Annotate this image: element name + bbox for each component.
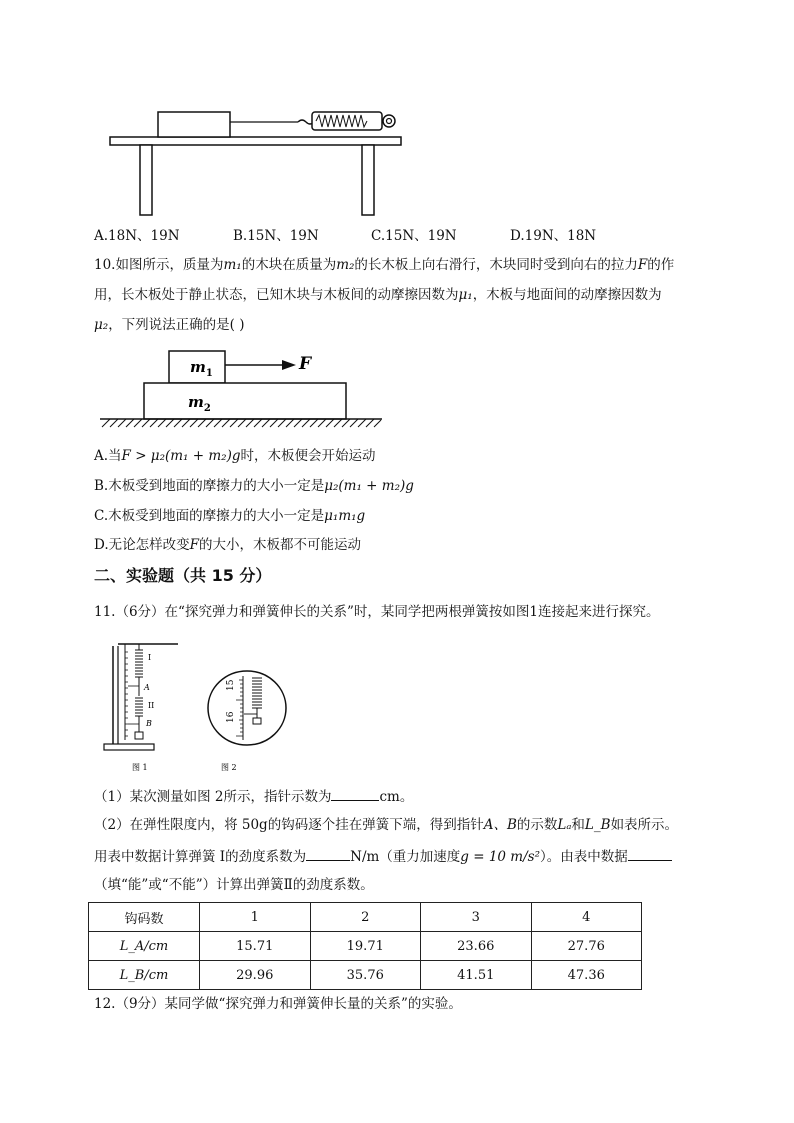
q9-option-a[interactable]: A.18N、19N — [94, 228, 180, 244]
q10-label-m1: $m_1$ — [190, 358, 213, 379]
table-row-label: L_A/cm — [89, 932, 200, 961]
q12-stem: 12.（9分）某同学做“探究弹力和弹簧伸长量的关系”的实验。 — [94, 996, 462, 1012]
q11-data-table — [88, 902, 642, 990]
fig1-label-II: II — [148, 701, 155, 710]
q9-option-d[interactable]: D.19N、18N — [510, 228, 597, 244]
table-header-cell: 钩码数 — [89, 903, 200, 932]
q10-block-plank-figure — [100, 345, 385, 435]
table-header-cell: 2 — [310, 903, 421, 932]
q10-option-d[interactable]: D.无论怎样改变F的大小，木板都不可能运动 — [94, 537, 362, 553]
fig1-label-B: B — [146, 719, 152, 728]
q10-stem-line2: 用，长木板处于静止状态，已知木块与木板间的动摩擦因数为μ₁，木板与地面间的动摩擦因数为 — [94, 287, 662, 303]
table-cell: 41.51 — [421, 961, 532, 990]
table-row — [89, 961, 642, 990]
table-cell: 15.71 — [200, 932, 311, 961]
table-cell: 47.36 — [531, 961, 642, 990]
q11-figure-1-spring-stand — [96, 628, 186, 776]
fig2-scale-16: 16 — [226, 711, 236, 723]
q10-label-force: F — [299, 354, 312, 374]
q11-part1-answer-blank[interactable] — [331, 786, 379, 801]
table-cell: 35.76 — [310, 961, 421, 990]
q11-part1: （1）某次测量如图 2所示，指针示数为 cm。 — [94, 786, 413, 807]
q11-can-calc-answer-blank[interactable] — [628, 846, 672, 861]
q9-option-c[interactable]: C.15N、19N — [371, 228, 457, 244]
q11-stem: 11.（6分）在“探究弹力和弹簧伸长的关系”时，某同学把两根弹簧按如图1连接起来进行探究。 — [94, 604, 660, 620]
q11-figure-2-magnified-scale — [205, 668, 295, 776]
q10-stem-line3: μ₂，下列说法正确的是( ) — [94, 317, 245, 333]
q10-stem-line1: 10.如图所示，质量为m₁的木块在质量为m₂的长木板上向右滑行，木块同时受到向右的拉力F的作 — [94, 257, 675, 273]
q10-label-m2: $m_2$ — [188, 393, 211, 414]
table-spring-balance-figure — [100, 100, 410, 218]
q11-part2-line2: 用表中数据计算弹簧 I的劲度系数为 N/m（重力加速度g = 10 m/s²）。由表中数据 — [94, 846, 672, 867]
table-header-row — [89, 903, 642, 932]
q11-part2-line3: （填“能”或“不能”）计算出弹簧Ⅱ的劲度系数。 — [94, 877, 374, 893]
section-2-heading: 二、实验题（共 15 分） — [94, 566, 272, 585]
q10-option-c[interactable]: C.木板受到地面的摩擦力的大小一定是μ₁m₁g — [94, 508, 366, 524]
table-cell: 29.96 — [200, 961, 311, 990]
q9-option-b[interactable]: B.15N、19N — [233, 228, 319, 244]
fig2-scale-15: 15 — [226, 679, 236, 691]
table-header-cell: 4 — [531, 903, 642, 932]
table-header-cell: 1 — [200, 903, 311, 932]
table-cell: 19.71 — [310, 932, 421, 961]
fig1-caption: 图 1 — [132, 763, 148, 772]
table-row — [89, 932, 642, 961]
fig1-label-I: I — [148, 653, 152, 662]
table-cell: 23.66 — [421, 932, 532, 961]
q11-stiffness-answer-blank[interactable] — [306, 846, 350, 861]
fig2-caption: 图 2 — [221, 763, 237, 772]
q10-option-b[interactable]: B.木板受到地面的摩擦力的大小一定是μ₂(m₁ + m₂)g — [94, 478, 414, 494]
table-cell: 27.76 — [531, 932, 642, 961]
table-row-label: L_B/cm — [89, 961, 200, 990]
fig1-label-A: A — [144, 683, 150, 692]
q10-option-a[interactable]: A.当F > μ₂(m₁ + m₂)g时，木板便会开始运动 — [94, 448, 376, 464]
q11-part2-line1: （2）在弹性限度内，将 50g的钩码逐个挂在弹簧下端，得到指针A、B的示数Lₐ和L_B如表所示。 — [94, 817, 679, 833]
table-header-cell: 3 — [421, 903, 532, 932]
